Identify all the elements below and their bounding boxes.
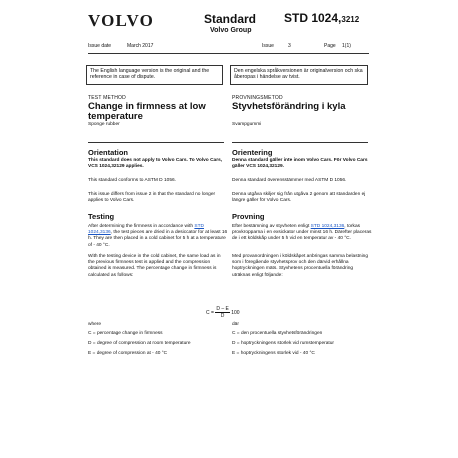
subtitle-en: Sponge rubber [88,122,120,127]
where-sv: där [232,322,239,327]
def-en-e: E = degree of compression at - 40 °C [88,351,168,356]
testing-p1-sv: Efter bestämning av styvheten enligt STD 1024,3136, torkas provkropparna i en exsickator under minst 16 h. Därefter placeras de i ett köldskåp under 5 h vid en temperatur av - 40 °C. [232,224,372,242]
page-number: 1(1) [342,43,351,49]
def-en-c: C = percentage change in firmness [88,331,163,336]
issue-number: 3 [288,43,291,49]
issue-label: Issue [262,43,274,49]
section-divider-en [88,142,224,143]
testing-p2-en: With the testing device in the cold cabinet, the same load as in the previous firmness test is applied and the compression obtained is measured. The percentage change in firmness is calculated as follows: [88,254,221,278]
def-sv-c: C = den procentuella styvhetsförändringen [232,331,323,336]
section-divider-sv [232,142,368,143]
def-en-d: D = degree of compression at room temperature [88,341,191,346]
subtitle-sv: Svampgummi [232,122,262,127]
formula: C = $\frac{D - E}{D}$ 100 [206,306,240,319]
testing-p1-en: After determining the firmness in accordance with STD 1024,3136, the test pieces are dried in a desiccator for at least 16 h. They are then placed in a cold cabinet for 5 h at a temperature of - 40 °C. [88,224,228,248]
issue-date-label: Issue date [88,43,112,49]
testing-p2-sv: Med provanordningen i köldskåpet anbringas samma belastning som i föregående styvhetsprov och den därvid erhållna hoptryckningen mäts. Styvhetens procentuella förändring uträknas enligt följande: [232,254,368,278]
orientation-heading-sv: Orientering [232,148,273,157]
where-en: where [88,322,102,327]
title-sv: Styvhetsförändring i kyla [232,101,346,112]
orientation-bold-en: This standard does not apply to Volvo Cars. To Volvo Cars, VCS 1024,32129 applies. [88,158,223,170]
conforms-sv: Denna standard överensstämmer med ASTM D 1056. [232,178,347,183]
volvo-logo: VOLVO [88,11,155,30]
category-en: TEST METHOD [88,95,126,101]
issue-date: March 2017 [127,43,154,49]
title-en: Change in firmness at low temperature [88,101,206,122]
std-1024-3136-link-sv[interactable]: STD 1024,3136 [310,224,345,229]
conforms-en: This standard conforms to ASTM D 1056. [88,178,176,183]
standard-number: STD 1024,3212 [284,11,360,25]
differs-en: This issue differs from issue 2 in that the standard no longer applies to Volvo Cars. [88,192,216,204]
standard-label: Standard [204,12,257,26]
header-divider [88,53,369,54]
orientation-bold-sv: Denna standard gäller inte inom Volvo Cars. För Volvo Cars gäller VCS 1024,32129. [232,158,368,170]
testing-heading-sv: Provning [232,212,265,221]
def-sv-d: D = hoptryckningens storlek vid rumstemperatur [232,341,334,346]
page-label: Page [324,43,336,49]
notice-box-en: The English language version is the original and the reference in case of dispute. [86,65,223,85]
def-sv-e: E = hoptryckningens storlek vid - 40 °C [232,351,315,356]
orientation-heading-en: Orientation [88,148,129,157]
notice-box-sv: Den engelska språkversionen är originalversion och ska åberopas i händelse av tvist. [230,65,368,85]
testing-heading-en: Testing [88,212,115,221]
std-1024-3136-link-en[interactable]: STD 1024,3136 [88,224,204,236]
differs-sv: Denna utgåva skiljer sig från utgåva 2 genom att standarden ej längre gäller för Volvo Cars. [232,192,366,204]
organization: Volvo Group [210,27,252,34]
category-sv: PROVNINGSMETOD [232,95,283,101]
